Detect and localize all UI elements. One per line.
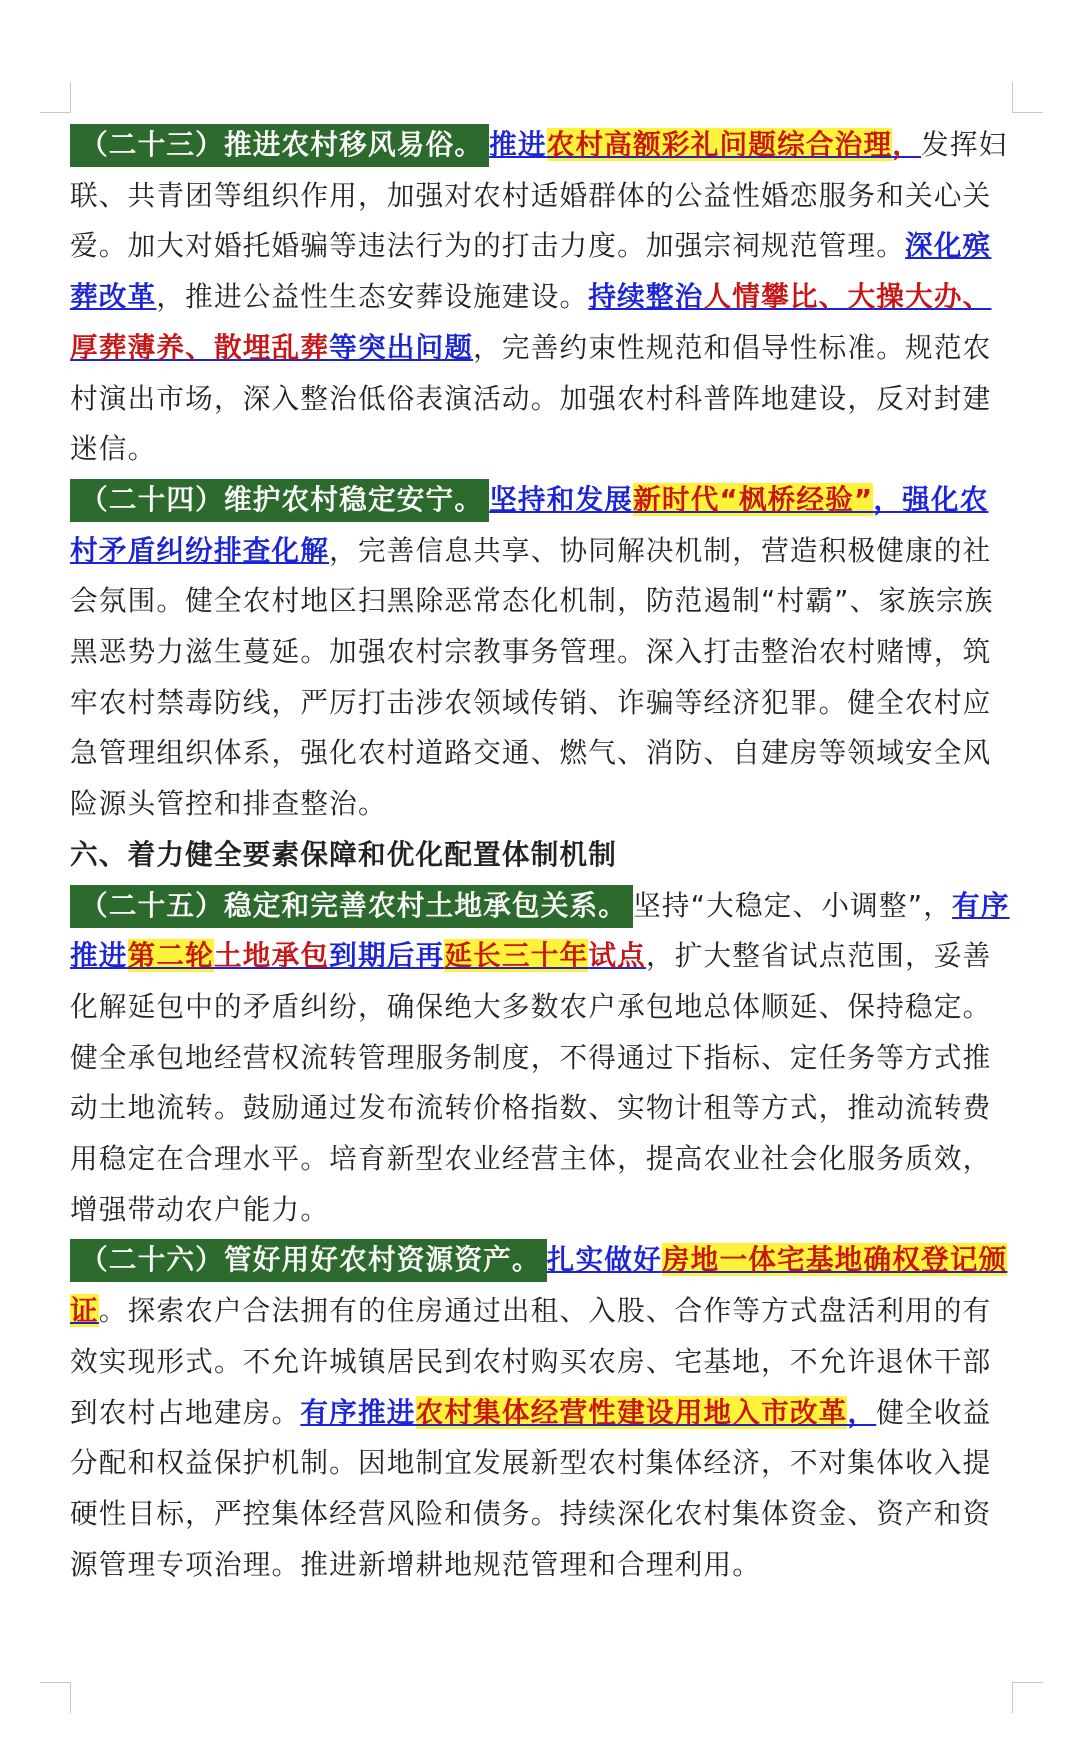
emphasis-text: 深化殡葬改革 bbox=[70, 229, 992, 314]
emphasis-text: 扎实做好 bbox=[546, 1243, 662, 1277]
section-heading-25: （二十五）稳定和完善农村土地承包关系。 bbox=[70, 885, 633, 928]
emphasis-text: 有序推进 bbox=[70, 888, 1010, 973]
body-text: ，完善约束性规范和倡导性标准。规范农村演出市场，深入整治低俗表演活动。加强农村科普阵地建设，反对封建迷信。 bbox=[70, 330, 992, 466]
page-corner-mark bbox=[40, 82, 71, 113]
emphasis-text: ， bbox=[847, 1395, 877, 1429]
page-corner-mark bbox=[1012, 1682, 1043, 1713]
body-text: 健全收益分配和权益保护机制。因地制宜发展新型农村集体经济，不对集体收入提硬性目标，严控集体经营风险和债务。持续深化农村集体资金、资产和资源管理专项治理。推进新增耕地规范管理和合理利用。 bbox=[70, 1395, 992, 1581]
highlighted-keyword: 新时代“枫桥经验” bbox=[633, 482, 874, 516]
keyword-text: 人情攀比、大操大办、厚葬薄养、散埋乱葬 bbox=[70, 280, 992, 364]
paragraph-25 bbox=[70, 881, 1012, 1236]
section-heading-24: （二十四）维护农村稳定安宁。 bbox=[70, 479, 489, 522]
body-text: ，扩大整省试点范围，妥善化解延包中的矛盾纠纷，确保绝大多数农户承包地总体顺延、保持稳定。健全承包地经营权流转管理服务制度，不得通过下指标、定任务等方式推动土地流转。鼓励通过发布流转价格指数、实物计租等方式，推动流转费用稳定在合理水平。培育新型农业经营主体，提高农业社会化服务质效，增强带动农户能力。 bbox=[70, 939, 992, 1226]
keyword-text: 试点 bbox=[588, 939, 646, 973]
emphasis-text: 有序推进 bbox=[300, 1395, 416, 1429]
document-body bbox=[70, 120, 1012, 1590]
page-corner-mark bbox=[40, 1682, 71, 1713]
section-heading-26: （二十六）管好用好农村资源资产。 bbox=[70, 1239, 547, 1282]
emphasis-text: 持续整治 bbox=[588, 280, 704, 314]
emphasis-text: 推进 bbox=[489, 128, 547, 161]
chapter-heading: 六、着力健全要素保障和优化配置体制机制 bbox=[70, 837, 618, 871]
keyword-text: 土地承包 bbox=[213, 939, 330, 973]
emphasis-text: 到期后再 bbox=[329, 939, 445, 973]
body-text: 。探索农户合法拥有的住房通过出租、入股、合作等方式盘活利用的有效实现形式。不允许城镇居民到农村购买农房、宅基地，不允许退休干部到农村占地建房。 bbox=[70, 1294, 992, 1429]
highlighted-keyword: 农村高额彩礼问题综合治理 bbox=[546, 128, 893, 161]
paragraph-24 bbox=[70, 475, 1012, 830]
emphasis-text: ， bbox=[892, 128, 922, 161]
highlighted-keyword: 第二轮 bbox=[127, 939, 214, 973]
paragraph-23 bbox=[70, 120, 1012, 475]
body-text: ，推进公益性生态安葬设施建设。 bbox=[156, 280, 589, 314]
body-text: 发挥妇联、共青团等组织作用，加强对农村适婚群体的公益性婚恋服务和关心关爱。加大对婚托婚骗等违法行为的打击力度。加强宗祠规范管理。 bbox=[70, 128, 1008, 263]
section-heading-23: （二十三）推进农村移风易俗。 bbox=[70, 124, 489, 167]
paragraph-26 bbox=[70, 1235, 1012, 1590]
body-text: 坚持“大稳定、小调整”， bbox=[633, 888, 953, 922]
emphasis-text: 坚持和发展 bbox=[489, 482, 634, 516]
page-corner-mark bbox=[1012, 82, 1043, 113]
highlighted-keyword: 农村集体经营性建设用地入市改革 bbox=[415, 1395, 848, 1429]
highlighted-keyword: 延长三十年 bbox=[444, 939, 589, 973]
highlighted-keyword: 房地一体宅基地确权登记颁证 bbox=[70, 1243, 1008, 1328]
emphasis-text: ，强化农村矛盾纠纷排查化解 bbox=[70, 482, 989, 567]
emphasis-text: 等突出问题 bbox=[329, 330, 474, 364]
body-text: ，完善信息共享、协同解决机制，营造积极健康的社会氛围。健全农村地区扫黑除恶常态化机制，防范遏制“村霸”、家族宗族黑恶势力滋生蔓延。加强农村宗教事务管理。深入打击整治农村赌博，筑牢农村禁毒防线，严厉打击涉农领域传销、诈骗等经济犯罪。健全农村应急管理组织体系，强化农村道路交通、燃气、消防、自建房等领域安全风险源头管控和排查整治。 bbox=[70, 533, 994, 821]
